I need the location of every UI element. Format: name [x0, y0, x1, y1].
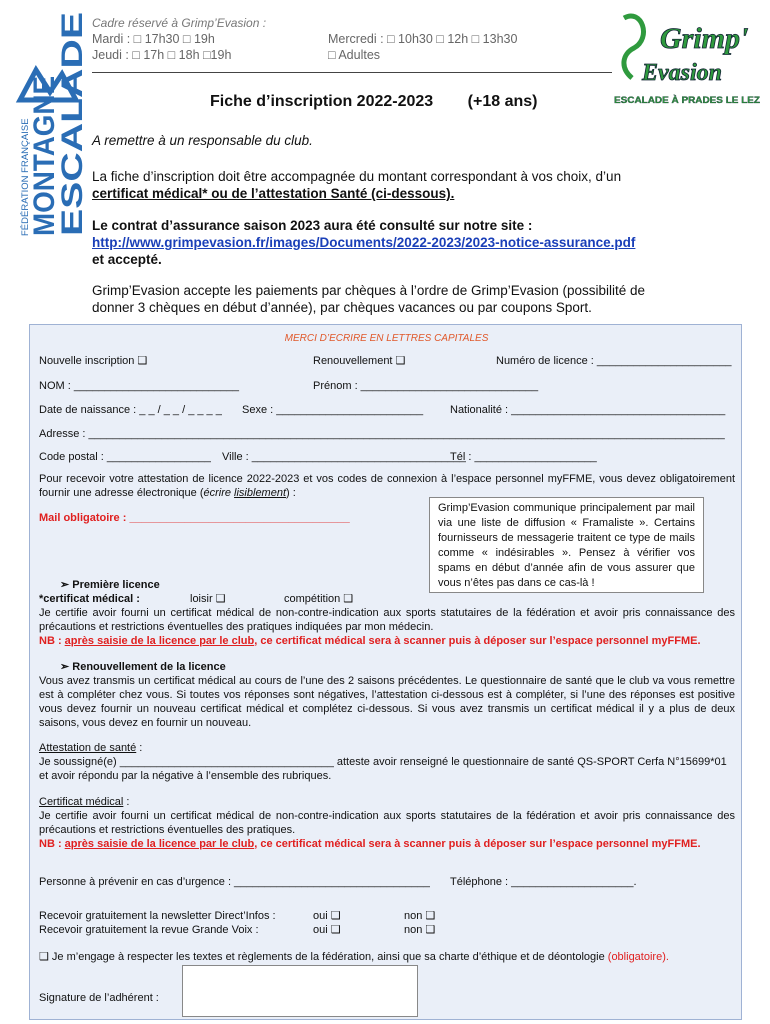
renouvellement-text: Vous avez transmis un certificat médical au cours de l’une des 2 saisons précédentes. Le questionnaire de santé que le club va vous remettre est à compléter chez vous. Si toutes vos réponses sont négatives, l’attestation ci-dessous est à compléter, si l’une des réponses est positive vous devez fournir un nouveau certificat médical et complétez ci-dessous. Si vous avez transmis un certificat médical il y a plus de deux saisons, vous devez en fournir un nouveau. [39, 675, 735, 729]
intro-accepte: et accepté. [92, 252, 162, 267]
nationalite-field[interactable]: Nationalité : ___________________________________ [450, 404, 726, 416]
ffme-logo [6, 8, 89, 240]
framaliste-notice: Grimp’Evasion communique principalement par mail via une liste de diffusion « Framaliste ». Certains fournisseurs de messagerie traitent ce type de mails comme « indésirables ». Pensez à vérifier vos spams en début d’année afin de vous assurer que vous n’êtes pas dans ce cas-là ! [429, 497, 704, 593]
newsletter-oui-checkbox[interactable]: oui ❑ [313, 910, 341, 922]
ffme-logo-line2: MONTAGNE [28, 63, 61, 236]
telephone-field[interactable]: Téléphone : ____________________. [450, 876, 637, 888]
certificat-label: *certificat médical : [39, 593, 140, 605]
urgence-field[interactable]: Personne à prévenir en cas d’urgence : ________________________________ [39, 876, 430, 888]
tel-field[interactable]: Tél : ____________________ [450, 451, 597, 463]
attestation-pre: Pour recevoir votre attestation de licence 2022-2023 et vos codes de connexion à l’espace personnel myFFME, vous devez obligatoirement fournir une adresse électronique ( [39, 473, 735, 499]
engagement-checkbox[interactable] [39, 950, 739, 964]
engagement-obligatoire: (obligatoire). [607, 951, 669, 963]
grimp-evasion-logo [612, 8, 762, 108]
code-postal-field[interactable]: Code postal : _________________ [39, 451, 211, 463]
reserved-adultes: □ Adultes [328, 48, 381, 62]
registration-form [29, 324, 742, 1020]
ffme-logo-line3: ESCALADE [56, 70, 89, 236]
nb-underlined: après saisie de la licence par le club [64, 635, 255, 647]
ville-field[interactable]: Ville : ___________________________________ [222, 451, 466, 463]
birthdate-field[interactable]: Date de naissance : _ _ / _ _ / _ _ _ _ [39, 404, 222, 416]
nouvelle-inscription-checkbox[interactable]: Nouvelle inscription ❑ [39, 355, 148, 367]
newsletter-label: Recevoir gratuitement la newsletter Direct’Infos : [39, 910, 276, 922]
intro-remettre: A remettre à un responsable du club. [92, 133, 313, 148]
climber-icon [624, 16, 644, 78]
page-title [210, 93, 567, 111]
nb-rest: , ce certificat médical sera à scanner puis à déposer sur l’espace personnel myFFME. [254, 635, 701, 647]
adresse-field[interactable]: Adresse : ________________________________________________________________________________________________________ [39, 428, 725, 440]
prenom-field[interactable]: Prénom : _____________________________ [313, 380, 539, 392]
reserved-jeudi: Jeudi : □ 17h □ 18h □19h [92, 48, 232, 62]
reserved-title: Cadre réservé à Grimp’Evasion : [92, 16, 267, 30]
revue-label: Recevoir gratuitement la revue Grande Voix : [39, 924, 259, 936]
reserved-mercredi: Mercredi : □ 10h30 □ 12h □ 13h30 [328, 32, 518, 46]
ffme-logo-line1: FÉDÉRATION FRANÇAISE [20, 118, 31, 236]
reserved-box [92, 16, 612, 73]
renouvellement-checkbox[interactable]: Renouvellement ❑ [313, 355, 406, 367]
competition-checkbox[interactable]: compétition ❑ [284, 593, 354, 605]
nom-field[interactable]: NOM : ___________________________ [39, 380, 240, 392]
page-title-age: (+18 ans) [467, 93, 538, 110]
intro-fiche-text: La fiche d’inscription doit être accompagnée du montant correspondant à vos choix, d’un [92, 169, 622, 184]
certificat-medical-title [39, 795, 129, 809]
intro-fiche [92, 168, 682, 202]
nb-note-1 [39, 634, 739, 648]
intro-contrat [92, 217, 682, 268]
sexe-field[interactable]: Sexe : ________________________ [242, 404, 424, 416]
grimp-logo-line2: Evasion [642, 60, 723, 86]
intro-contrat-text: Le contrat d’assurance saison 2023 aura été consulté sur notre site : [92, 218, 533, 233]
intro-fiche-bold: certificat médical* ou de l’attestation Santé (ci-dessous). [92, 186, 455, 201]
loisir-checkbox[interactable]: loisir ❑ [190, 593, 226, 605]
attestation-text [39, 472, 735, 500]
page-title-main: Fiche d’inscription 2022-2023 [210, 93, 434, 110]
renouvellement-title: ➢ Renouvellement de la licence [60, 661, 226, 673]
nb-label-2: NB : [39, 838, 65, 850]
attestation-post: ) : [286, 487, 296, 499]
grimp-logo-line1: Grimp' [660, 22, 749, 55]
capitals-notice: MERCI D’ECRIRE EN LETTRES CAPITALES [284, 333, 489, 344]
certificat-medical-colon: : [123, 796, 130, 808]
nb-note-2 [39, 837, 739, 851]
nb-label: NB : [39, 635, 65, 647]
attestation-line2: et avoir répondu par la négative à l’ensemble des rubriques. [39, 770, 332, 782]
premiere-licence-text: Je certifie avoir fourni un certificat médical de non-contre-indication aux sports statutaires de la fédération et avoir pris connaissance des précautions et restrictions éventuelles des pratiques indiquées par mon médecin. [39, 607, 735, 633]
attestation-sante-title [39, 741, 142, 755]
reserved-mardi: Mardi : □ 17h30 □ 19h [92, 32, 215, 46]
engagement-text: ❑ Je m’engage à respecter les textes et règlements de la fédération, ainsi que sa charte d’éthique et de déontologie [39, 951, 608, 963]
revue-non-checkbox[interactable]: non ❑ [404, 924, 436, 936]
nb-rest-2: , ce certificat médical sera à scanner puis à déposer sur l’espace personnel myFFME. [254, 838, 701, 850]
newsletter-non-checkbox[interactable]: non ❑ [404, 910, 436, 922]
premiere-licence-title: ➢ Première licence [60, 579, 160, 591]
licence-number-field[interactable]: Numéro de licence : ______________________ [496, 355, 732, 367]
certificat-medical-text: Je certifie avoir fourni un certificat médical de non-contre-indication aux sports statutaires de la fédération et avoir pris connaissance des précautions et restrictions éventuelles des pratiques. [39, 810, 735, 836]
signature-box[interactable] [182, 965, 418, 1017]
attestation-lisiblement: lisiblement [234, 487, 287, 499]
grimp-logo-tagline: ESCALADE À PRADES LE LEZ [614, 95, 761, 105]
certificat-medical-label: Certificat médical [39, 796, 124, 808]
attestation-soussigne-field[interactable]: Je soussigné(e) ___________________________________ atteste avoir renseigné le questionnaire de santé QS-SPORT Cerfa N°15699*01 [39, 756, 727, 768]
insurance-link[interactable]: http://www.grimpevasion.fr/images/Documents/2022-2023/2023-notice-assurance.pdf [92, 235, 636, 250]
attestation-ecrire: écrire [203, 487, 235, 499]
intro-paiement: Grimp’Evasion accepte les paiements par chèques à l’ordre de Grimp’Evasion (possibilité de donner 3 chèques en début d’année), par chèques vacances ou par coupons Sport. [92, 283, 646, 315]
attestation-sante-colon: : [136, 742, 143, 754]
nb-underlined-2: après saisie de la licence par le club [64, 838, 255, 850]
revue-oui-checkbox[interactable]: oui ❑ [313, 924, 341, 936]
attestation-sante-label: Attestation de santé [39, 742, 137, 754]
signature-label: Signature de l’adhérent : [39, 992, 159, 1004]
mail-field[interactable]: Mail obligatoire : ____________________________________ [39, 512, 350, 524]
